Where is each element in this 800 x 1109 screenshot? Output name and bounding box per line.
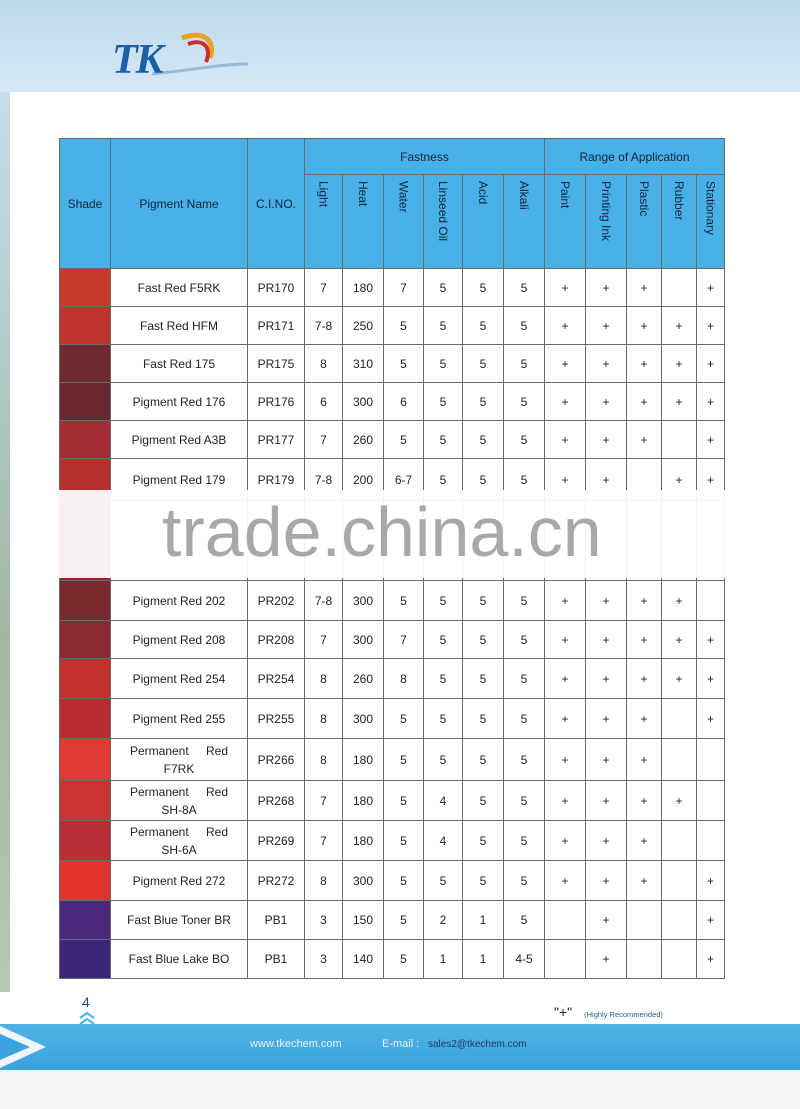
fastness-value: 5	[424, 459, 463, 501]
application-mark: +	[662, 781, 697, 821]
application-mark: +	[662, 581, 697, 621]
application-mark: +	[662, 307, 697, 345]
header-water	[384, 175, 424, 269]
application-mark: +	[662, 621, 697, 659]
fastness-value: 5	[463, 699, 504, 739]
fastness-value: 6-7	[384, 459, 424, 501]
header-label: Linseed Oil	[436, 181, 450, 242]
header-stationary	[697, 175, 725, 269]
fastness-value: 5	[504, 659, 545, 699]
fastness-value: 300	[343, 581, 384, 621]
fastness-value: 5	[504, 821, 545, 861]
fastness-value: 8	[305, 699, 343, 739]
fastness-value: 5	[384, 821, 424, 861]
application-mark: +	[627, 581, 662, 621]
fastness-value: 4-5	[504, 940, 545, 979]
table-row	[60, 421, 725, 459]
ci-number: PR176	[248, 383, 305, 421]
fastness-value: 5	[424, 739, 463, 781]
fastness-value: 5	[424, 699, 463, 739]
table-row	[60, 269, 725, 307]
fastness-value: 5	[504, 861, 545, 901]
application-mark	[662, 861, 697, 901]
application-mark: +	[586, 459, 627, 501]
application-mark: +	[545, 269, 586, 307]
shade-swatch	[60, 621, 111, 659]
application-mark: +	[627, 269, 662, 307]
arrow-right-icon	[0, 1024, 70, 1070]
header-paint	[545, 175, 586, 269]
fastness-value: 150	[343, 901, 384, 940]
pigment-name: Pigment Red 208	[111, 621, 248, 659]
fastness-value: 5	[463, 861, 504, 901]
application-mark: +	[627, 739, 662, 781]
fastness-value: 5	[504, 269, 545, 307]
fastness-value: 5	[384, 901, 424, 940]
ci-number: PR269	[248, 821, 305, 861]
fastness-value: 5	[504, 345, 545, 383]
application-mark: +	[545, 307, 586, 345]
shade-swatch	[60, 821, 111, 861]
shade-swatch	[60, 659, 111, 699]
fastness-value: 5	[504, 581, 545, 621]
fastness-value: 310	[343, 345, 384, 383]
header-label: Printing Ink	[599, 181, 613, 242]
table-row	[60, 781, 725, 821]
application-mark: +	[627, 659, 662, 699]
application-mark: +	[586, 307, 627, 345]
table-row	[60, 307, 725, 345]
header-shade: Shade	[60, 139, 111, 269]
fastness-value: 180	[343, 821, 384, 861]
header-label: Acid	[476, 181, 490, 205]
fastness-value: 7-8	[305, 581, 343, 621]
pigment-name: Permanent Red SH-8A	[111, 781, 248, 821]
fastness-value: 5	[463, 659, 504, 699]
fastness-value: 5	[384, 307, 424, 345]
pigment-name: Pigment Red 254	[111, 659, 248, 699]
application-mark	[545, 940, 586, 979]
fastness-value: 1	[463, 901, 504, 940]
fastness-value: 4	[424, 821, 463, 861]
fastness-value: 8	[384, 659, 424, 699]
fastness-value: 300	[343, 621, 384, 659]
pigment-name: Permanent Red F7RK	[111, 739, 248, 781]
application-mark: +	[545, 821, 586, 861]
application-mark: +	[545, 699, 586, 739]
pigment-name: Fast Red 175	[111, 345, 248, 383]
application-mark: +	[545, 421, 586, 459]
application-mark: +	[545, 739, 586, 781]
pigment-name: Pigment Red A3B	[111, 421, 248, 459]
pigment-name: Fast Red HFM	[111, 307, 248, 345]
application-mark: +	[586, 739, 627, 781]
fastness-value: 5	[463, 621, 504, 659]
header-alkali	[504, 175, 545, 269]
fastness-value: 5	[504, 699, 545, 739]
fastness-value: 300	[343, 861, 384, 901]
application-mark: +	[545, 621, 586, 659]
table-row	[60, 901, 725, 940]
page-bottom	[0, 1070, 800, 1109]
table-row	[60, 345, 725, 383]
fastness-value: 8	[305, 659, 343, 699]
application-mark: +	[627, 421, 662, 459]
fastness-value: 8	[305, 739, 343, 781]
fastness-value: 5	[424, 269, 463, 307]
fastness-value: 300	[343, 383, 384, 421]
ci-number: PR268	[248, 781, 305, 821]
shade-swatch	[60, 739, 111, 781]
fastness-value: 260	[343, 659, 384, 699]
fastness-value: 7	[305, 269, 343, 307]
application-mark	[697, 821, 725, 861]
ci-number: PR254	[248, 659, 305, 699]
fastness-value: 6	[305, 383, 343, 421]
table-row	[60, 739, 725, 781]
table-row	[60, 659, 725, 699]
shade-swatch	[60, 699, 111, 739]
header-linseed-oil	[424, 175, 463, 269]
fastness-value: 5	[384, 739, 424, 781]
fastness-value: 250	[343, 307, 384, 345]
shade-swatch	[60, 581, 111, 621]
fastness-value: 5	[504, 739, 545, 781]
shade-swatch	[60, 345, 111, 383]
fastness-value: 5	[384, 940, 424, 979]
fastness-value: 5	[424, 621, 463, 659]
application-mark: +	[545, 581, 586, 621]
fastness-value: 1	[424, 940, 463, 979]
fastness-value: 5	[384, 345, 424, 383]
application-mark: +	[697, 940, 725, 979]
application-mark: +	[586, 940, 627, 979]
application-mark: +	[697, 659, 725, 699]
legend	[554, 1004, 663, 1020]
fastness-value: 7	[305, 821, 343, 861]
header-rubber	[662, 175, 697, 269]
fastness-value: 5	[504, 901, 545, 940]
application-mark: +	[586, 861, 627, 901]
fastness-value: 260	[343, 421, 384, 459]
fastness-value: 5	[463, 581, 504, 621]
application-mark	[697, 581, 725, 621]
ci-number: PR266	[248, 739, 305, 781]
pigment-name: Pigment Red 176	[111, 383, 248, 421]
ci-number: PB1	[248, 940, 305, 979]
fastness-value: 7	[384, 621, 424, 659]
application-mark: +	[697, 421, 725, 459]
application-mark: +	[662, 383, 697, 421]
pigment-name: Permanent Red SH-6A	[111, 821, 248, 861]
fastness-value: 5	[424, 345, 463, 383]
application-mark: +	[627, 621, 662, 659]
header-label: Paint	[558, 181, 572, 209]
application-mark: +	[586, 345, 627, 383]
application-mark	[662, 269, 697, 307]
shade-swatch	[60, 383, 111, 421]
header-heat	[343, 175, 384, 269]
fastness-value: 5	[463, 421, 504, 459]
shade-swatch	[60, 940, 111, 979]
fastness-value: 5	[463, 459, 504, 501]
fastness-value: 1	[463, 940, 504, 979]
watermark	[54, 490, 738, 578]
shade-swatch	[60, 901, 111, 940]
header-acid	[463, 175, 504, 269]
tk-logo	[112, 30, 252, 85]
fastness-value: 5	[504, 421, 545, 459]
application-mark: +	[586, 821, 627, 861]
fastness-value: 5	[463, 739, 504, 781]
application-mark: +	[627, 861, 662, 901]
footer-email-label: E-mail :	[382, 1038, 420, 1050]
application-mark	[662, 421, 697, 459]
application-mark: +	[697, 269, 725, 307]
fastness-value: 5	[424, 421, 463, 459]
application-mark	[662, 821, 697, 861]
application-mark	[662, 901, 697, 940]
application-mark	[697, 739, 725, 781]
application-mark: +	[586, 901, 627, 940]
ci-number: PB1	[248, 901, 305, 940]
header-printing-ink	[586, 175, 627, 269]
application-mark: +	[545, 659, 586, 699]
application-mark: +	[662, 345, 697, 383]
fastness-value: 5	[424, 659, 463, 699]
table-row	[60, 581, 725, 621]
table-row	[60, 383, 725, 421]
pigment-name: Fast Red F5RK	[111, 269, 248, 307]
shade-swatch	[60, 781, 111, 821]
fastness-value: 5	[384, 861, 424, 901]
fastness-value: 5	[504, 383, 545, 421]
header-light	[305, 175, 343, 269]
fastness-value: 5	[384, 699, 424, 739]
logo-text: TK	[112, 37, 162, 83]
fastness-value: 180	[343, 269, 384, 307]
application-mark: +	[545, 383, 586, 421]
application-mark	[627, 940, 662, 979]
watermark-text: trade.china.cn	[162, 493, 602, 571]
pigment-name: Fast Blue Toner BR	[111, 901, 248, 940]
table-row	[60, 940, 725, 979]
header-label: Light	[316, 181, 331, 208]
pigment-name: Pigment Red 272	[111, 861, 248, 901]
fastness-value: 5	[424, 383, 463, 421]
header-label: Alkali	[517, 181, 531, 210]
fastness-value: 8	[305, 345, 343, 383]
fastness-value: 3	[305, 940, 343, 979]
application-mark: +	[586, 699, 627, 739]
application-mark: +	[627, 307, 662, 345]
fastness-value: 7	[305, 421, 343, 459]
fastness-value: 180	[343, 739, 384, 781]
header-pigment-name: Pigment Name	[111, 139, 248, 269]
application-mark: +	[627, 781, 662, 821]
ci-number: PR179	[248, 459, 305, 501]
fastness-value: 5	[424, 861, 463, 901]
shade-swatch	[60, 861, 111, 901]
ci-number: PR208	[248, 621, 305, 659]
fastness-value: 5	[463, 821, 504, 861]
application-mark: +	[586, 269, 627, 307]
header-label: Stationary	[703, 181, 718, 236]
header-range-of-application: Range of Application	[545, 139, 725, 175]
header-label: Plastic	[637, 181, 651, 217]
left-edge-decoration	[0, 92, 10, 992]
fastness-value: 5	[463, 345, 504, 383]
shade-swatch	[60, 421, 111, 459]
application-mark	[662, 699, 697, 739]
fastness-value: 3	[305, 901, 343, 940]
pigment-name: Pigment Red 255	[111, 699, 248, 739]
fastness-value: 5	[463, 307, 504, 345]
fastness-value: 7	[305, 621, 343, 659]
application-mark	[697, 781, 725, 821]
legend-symbol: "+"	[554, 1004, 573, 1020]
pigment-name: Pigment Red 179	[111, 459, 248, 501]
fastness-value: 7	[384, 269, 424, 307]
application-mark: +	[697, 901, 725, 940]
fastness-value: 5	[463, 781, 504, 821]
fastness-value: 2	[424, 901, 463, 940]
application-mark: +	[627, 821, 662, 861]
fastness-value: 5	[424, 307, 463, 345]
application-mark: +	[697, 345, 725, 383]
header-label: Rubber	[672, 181, 686, 221]
footer-website-link[interactable]: www.tkechem.com	[250, 1038, 342, 1050]
application-mark: +	[697, 699, 725, 739]
table-row	[60, 821, 725, 861]
fastness-value: 8	[305, 861, 343, 901]
application-mark: +	[697, 459, 725, 501]
table-row	[60, 861, 725, 901]
application-mark	[627, 901, 662, 940]
application-mark: +	[627, 699, 662, 739]
application-mark: +	[586, 659, 627, 699]
application-mark: +	[586, 421, 627, 459]
application-mark: +	[586, 581, 627, 621]
table-row	[60, 699, 725, 739]
application-mark: +	[586, 383, 627, 421]
fastness-value: 7-8	[305, 459, 343, 501]
shade-swatch	[60, 307, 111, 345]
application-mark	[545, 901, 586, 940]
application-mark: +	[627, 345, 662, 383]
fastness-value: 180	[343, 781, 384, 821]
table-row	[60, 621, 725, 659]
application-mark	[662, 940, 697, 979]
application-mark: +	[545, 459, 586, 501]
application-mark: +	[586, 621, 627, 659]
fastness-value: 4	[424, 781, 463, 821]
ci-number: PR202	[248, 581, 305, 621]
application-mark: +	[697, 621, 725, 659]
application-mark: +	[586, 781, 627, 821]
ci-number: PR255	[248, 699, 305, 739]
fastness-value: 140	[343, 940, 384, 979]
fastness-value: 300	[343, 699, 384, 739]
application-mark: +	[627, 383, 662, 421]
ci-number: PR170	[248, 269, 305, 307]
fastness-value: 5	[384, 781, 424, 821]
pigment-name: Pigment Red 202	[111, 581, 248, 621]
pigment-name: Fast Blue Lake BO	[111, 940, 248, 979]
header-label: Water	[396, 181, 411, 213]
fastness-value: 7	[305, 781, 343, 821]
fastness-value: 5	[504, 307, 545, 345]
fastness-value: 5	[504, 459, 545, 501]
ci-number: PR272	[248, 861, 305, 901]
fastness-value: 5	[463, 383, 504, 421]
fastness-value: 5	[463, 269, 504, 307]
ci-number: PR175	[248, 345, 305, 383]
footer-email-link[interactable]: sales2@tkechem.com	[428, 1039, 527, 1050]
application-mark: +	[697, 861, 725, 901]
legend-text: (Highly Recommended)	[584, 1010, 663, 1019]
fastness-value: 5	[504, 781, 545, 821]
ci-number: PR177	[248, 421, 305, 459]
application-mark: +	[545, 861, 586, 901]
application-mark: +	[697, 383, 725, 421]
fastness-value: 5	[384, 581, 424, 621]
application-mark: +	[697, 307, 725, 345]
application-mark: +	[545, 345, 586, 383]
fastness-value: 5	[504, 621, 545, 659]
header-fastness: Fastness	[305, 139, 545, 175]
fastness-value: 5	[384, 421, 424, 459]
application-mark: +	[662, 459, 697, 501]
ci-number: PR171	[248, 307, 305, 345]
application-mark: +	[545, 781, 586, 821]
header-ci-no: C.I.NO.	[248, 139, 305, 269]
fastness-value: 200	[343, 459, 384, 501]
fastness-value: 6	[384, 383, 424, 421]
shade-swatch	[60, 269, 111, 307]
fastness-value: 7-8	[305, 307, 343, 345]
header-label: Heat	[356, 181, 370, 207]
application-mark	[662, 739, 697, 781]
fastness-value: 5	[424, 581, 463, 621]
page-number: 4	[82, 994, 90, 1010]
application-mark: +	[662, 659, 697, 699]
header-plastic	[627, 175, 662, 269]
